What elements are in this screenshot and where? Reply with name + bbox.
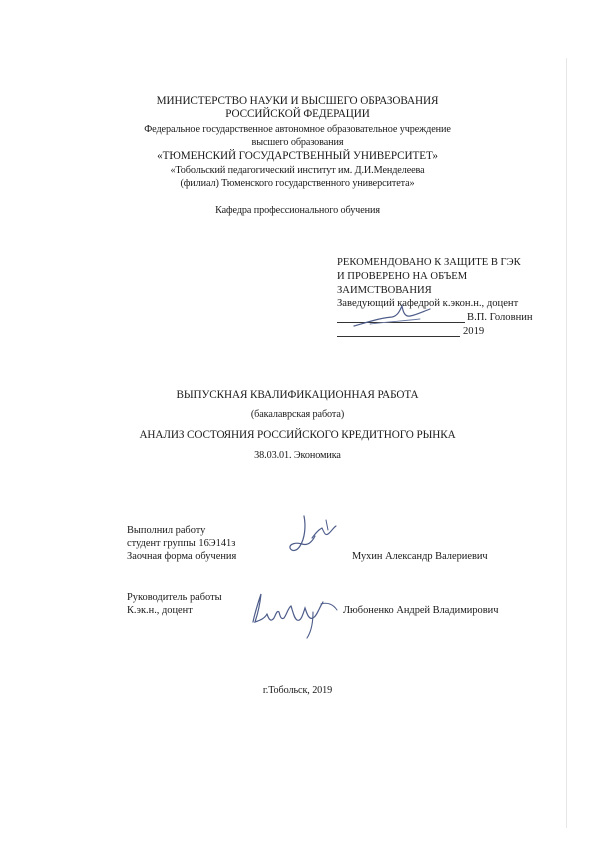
- work-topic: АНАЛИЗ СОСТОЯНИЯ РОССИЙСКОГО КРЕДИТНОГО РЫНКА: [139, 429, 456, 441]
- approval-year: 2019: [463, 326, 485, 337]
- branch-line-2: (филиал) Тюменского государственного университета»: [180, 178, 415, 189]
- supervisor-label-line-1: Руководитель работы: [127, 592, 222, 603]
- author-label-line-1: Выполнил работу: [127, 525, 206, 536]
- department-name: Кафедра профессионального обучения: [215, 205, 380, 216]
- author-label-line-3: Заочная форма обучения: [127, 551, 237, 562]
- approval-line-4: Заведующий кафедрой к.экон.н., доцент: [337, 298, 519, 309]
- ministry-line-2: РОССИЙСКОЙ ФЕДЕРАЦИИ: [225, 108, 370, 120]
- author-name: Мухин Александр Валериевич: [352, 551, 488, 562]
- head-signature-icon: [350, 300, 440, 332]
- work-type-title: ВЫПУСКНАЯ КВАЛИФИКАЦИОННАЯ РАБОТА: [176, 389, 419, 401]
- supervisor-name: Любоненко Андрей Владимирович: [343, 605, 499, 616]
- approval-date-rule: [337, 336, 460, 337]
- approval-line-3: ЗАИМСТВОВАНИЯ: [337, 285, 432, 296]
- work-subtype: (бакалаврская работа): [250, 409, 345, 420]
- approval-line-1: РЕКОМЕНДОВАНО К ЗАЩИТЕ В ГЭК: [337, 257, 521, 268]
- author-signature-icon: [282, 512, 342, 558]
- author-label-line-2: студент группы 16Э141з: [127, 538, 236, 549]
- specialty-code: 38.03.01. Экономика: [254, 450, 341, 461]
- institution-line-2: высшего образования: [251, 137, 344, 148]
- institution-line-1: Федеральное государственное автономное образовательное учреждение: [144, 124, 451, 135]
- approval-signer: В.П. Головнин: [467, 312, 533, 323]
- city-year: г.Тобольск, 2019: [262, 685, 333, 696]
- branch-line-1: «Тобольский педагогический институт им. Д.И.Менделеева: [170, 165, 425, 176]
- supervisor-label-line-2: К.эк.н., доцент: [127, 605, 193, 616]
- university-name: «ТЮМЕНСКИЙ ГОСУДАРСТВЕННЫЙ УНИВЕРСИТЕТ»: [157, 150, 438, 162]
- ministry-line-1: МИНИСТЕРСТВО НАУКИ И ВЫСШЕГО ОБРАЗОВАНИЯ: [156, 95, 439, 107]
- supervisor-signature-icon: [247, 590, 343, 644]
- approval-line-2: И ПРОВЕРЕНО НА ОБЪЕМ: [337, 271, 468, 282]
